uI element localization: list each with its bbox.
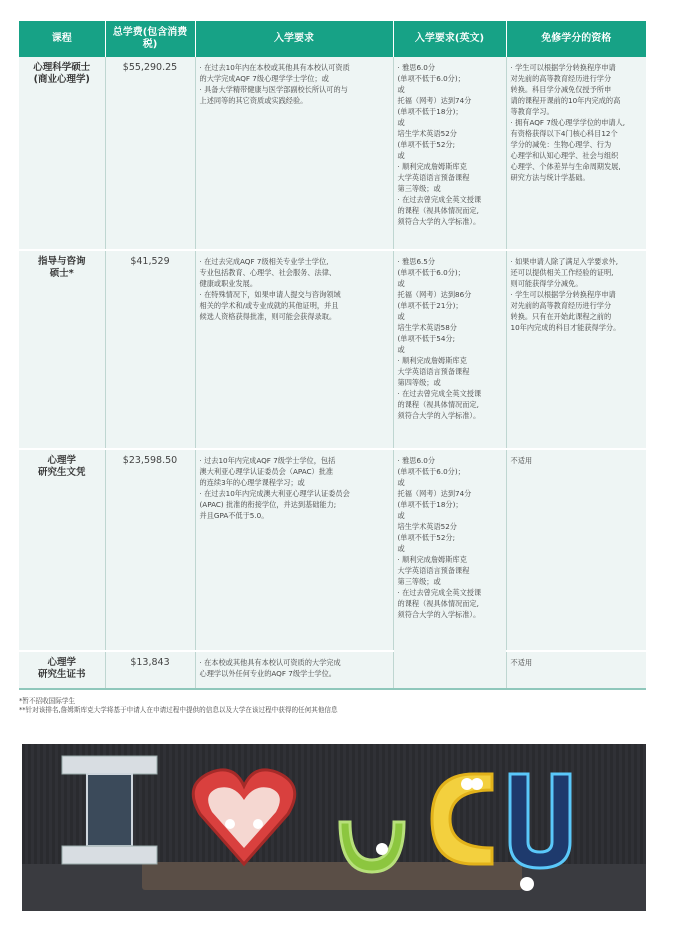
cell-line: 托福（网考）达到74分 — [397, 489, 472, 498]
credit-eligibility — [506, 250, 646, 449]
cell-line: 或 — [397, 85, 405, 94]
cell-line: 10年内完成的科目才能获得学分。 — [510, 323, 621, 332]
cell-line: 不适用 — [510, 658, 533, 667]
cell-line: 大学英语语言预备课程 — [397, 367, 470, 376]
course-fee: $13,843 — [105, 651, 195, 689]
entry-requirements — [195, 57, 393, 250]
course-table-wrapper — [19, 21, 646, 690]
english-requirements — [393, 250, 506, 449]
cell-line: 心理科学硕士 — [33, 62, 91, 73]
course-name — [19, 651, 105, 689]
cell-line: 或 — [397, 544, 405, 553]
cell-line: · 在过去曾完成全英文授课 — [397, 195, 482, 204]
cell-line: 第三等级；或 — [397, 577, 441, 586]
cell-line: · 在过去曾完成全英文授课 — [397, 588, 482, 597]
cell-line: · 顺利完成詹姆斯库克 — [397, 356, 467, 365]
cell-line: 健康或职业发展。 — [199, 279, 258, 288]
cell-line: 须符合大学的入学标准）。 — [397, 217, 481, 226]
cell-line: 转换。科目学分减免仅授予所申 — [510, 85, 612, 94]
cell-line: 心理学 — [47, 657, 76, 668]
cell-line: 或 — [397, 345, 405, 354]
cell-line: 并且GPA不低于5.0。 — [199, 511, 269, 520]
cell-line: 或 — [397, 511, 405, 520]
cell-line: 则可能获得学分减免。 — [510, 279, 583, 288]
cell-line: 研究生证书 — [37, 669, 86, 680]
course-name — [19, 250, 105, 449]
cell-line: 指导与咨询 — [37, 256, 86, 267]
plush-toy — [520, 877, 534, 891]
cell-line: 研究生文凭 — [37, 467, 86, 478]
cell-line: 学分的减免：生物心理学、行为 — [510, 140, 612, 149]
cell-line: 硕士* — [49, 268, 74, 279]
photo-illustration — [22, 744, 646, 911]
english-requirements — [393, 449, 506, 689]
cell-line: 大学英语语言预备课程 — [397, 566, 470, 575]
cell-line: 上述同等的其它资质或实践经验。 — [199, 96, 308, 105]
cell-line: 研究方法与统计学基础。 — [510, 173, 590, 182]
table-header-row — [19, 21, 646, 57]
cell-line: · 在过去10年内在本校或其他具有本校认可资质 — [199, 63, 350, 72]
cell-line: (单项不低于6.0分)； — [397, 268, 465, 277]
cell-line: 还可以提供相关工作经验的证明, — [510, 268, 614, 277]
cell-line: · 在过去完成AQF 7级相关专业学士学位, — [199, 257, 329, 266]
cell-line: · 雅思6.0分 — [397, 63, 436, 72]
cell-line: 专业包括教育、心理学、社会服务、法律、 — [199, 268, 337, 277]
header-requirements: 入学要求 — [195, 21, 393, 57]
cell-line: · 顺利完成詹姆斯库克 — [397, 162, 467, 171]
cell-line: (单项不低于6.0分)； — [397, 74, 465, 83]
header-english — [393, 21, 506, 57]
cell-line: 对先前的高等教育经历进行学分 — [510, 301, 612, 310]
cell-line: (单项不低于52分; — [397, 140, 455, 149]
cell-line: 第三等级；或 — [397, 184, 441, 193]
credit-eligibility — [506, 57, 646, 250]
i-letter-bottom — [62, 846, 157, 864]
course-fee: $41,529 — [105, 250, 195, 449]
header-line: (英文) — [454, 33, 485, 44]
cell-line: 候选人资格获得批准，则可能会获得录取。 — [199, 312, 337, 321]
i-letter-top — [62, 756, 157, 774]
header-course: 课程 — [19, 21, 105, 57]
cell-line: 等教育学习。 — [510, 107, 554, 116]
plush-toy — [376, 843, 388, 855]
cell-line: 的课程（视具体情况而定, — [397, 599, 479, 608]
header-fee — [105, 21, 195, 57]
header-line: 总学费 — [112, 27, 143, 38]
cell-line: · 过去10年内完成AQF 7级学士学位，包括 — [199, 456, 336, 465]
cell-line: 有资格获得以下4门核心科目12个 — [510, 129, 618, 138]
cell-line: (单项不低于21分)； — [397, 301, 463, 310]
cell-line: · 在过去10年内完成澳大利亚心理学认证委员会 — [199, 489, 350, 498]
cell-line: (单项不低于18分)； — [397, 107, 463, 116]
cell-line: · 雅思6.0分 — [397, 456, 436, 465]
course-fee: $55,290.25 — [105, 57, 195, 250]
credit-eligibility — [506, 651, 646, 689]
cell-line: 相关的学术和/或专业成就的其他证明，并且 — [199, 301, 339, 310]
cell-line: 澳大利亚心理学认证委员会（APAC）批准 — [199, 467, 334, 476]
table-row — [19, 449, 646, 651]
plush-toy — [471, 778, 483, 790]
cell-line: (APAC) 批准的衔接学位，并达到基础能力; — [199, 500, 337, 509]
i-letter-middle — [87, 774, 132, 846]
footnote: *暂不招收国际学生 — [19, 697, 76, 705]
cell-line: 请的课程开课前的10年内完成的高 — [510, 96, 621, 105]
table-row — [19, 57, 646, 250]
footnote: **针对该排名,詹姆斯库克大学将基于申请人在申请过程中提供的信息以及大学在该过程中获得的任何其他信息 — [19, 706, 338, 714]
cell-line: 或 — [397, 151, 405, 160]
cell-line: 转换。只有在开始此课程之前的 — [510, 312, 612, 321]
cell-line: 大学英语语言预备课程 — [397, 173, 470, 182]
cell-line: 培生学术英语52分 — [397, 522, 457, 531]
cell-line: 的大学完成AQF 7级心理学学士学位；或 — [199, 74, 329, 83]
cell-line: 或 — [397, 478, 405, 487]
cell-line: 托福（网考）达到86分 — [397, 290, 472, 299]
plush-toy — [253, 819, 263, 829]
course-fee: $23,598.50 — [105, 449, 195, 651]
cell-line: 培生学术英语58分 — [397, 323, 457, 332]
cell-line: 的连续3年的心理学课程学习；或 — [199, 478, 305, 487]
cell-line: 托福（网考）达到74分 — [397, 96, 472, 105]
header-credit: 免修学分的资格 — [506, 21, 646, 57]
header-line: (包含消费税) — [142, 27, 188, 50]
cell-line: · 如果申请人除了满足入学要求外, — [510, 257, 618, 266]
cell-line: (单项不低于18分)； — [397, 500, 463, 509]
entry-requirements — [195, 651, 393, 689]
campus-photo — [22, 744, 646, 911]
u-letter — [510, 774, 570, 868]
credit-eligibility — [506, 449, 646, 651]
cell-line: 心理学以外任何专业的AQF 7级学士学位。 — [199, 669, 336, 678]
cell-line: · 顺利完成詹姆斯库克 — [397, 555, 467, 564]
cell-line: (单项不低于52分; — [397, 533, 455, 542]
cell-line: 心理学和认知心理学、社会与组织 — [510, 151, 619, 160]
entry-requirements — [195, 250, 393, 449]
cell-line: 须符合大学的入学标准）。 — [397, 610, 481, 619]
course-table — [19, 21, 646, 690]
cell-line: (单项不低于6.0分)； — [397, 467, 465, 476]
c-letter — [432, 774, 492, 864]
cell-line: (商业心理学) — [33, 74, 90, 85]
cell-line: 培生学术英语52分 — [397, 129, 457, 138]
cell-line: 心理学 — [47, 455, 76, 466]
cell-line: · 学生可以根据学分转换程序申请 — [510, 290, 616, 299]
cell-line: · 学生可以根据学分转换程序申请 — [510, 63, 616, 72]
entry-requirements — [195, 449, 393, 651]
cell-line: 心理学、个体差异与生命周期发展, — [510, 162, 621, 171]
cell-line: · 拥有AQF 7级心理学学位的申请人, — [510, 118, 626, 127]
header-line: 入学要求 — [414, 33, 455, 44]
cell-line: 对先前的高等教育经历进行学分 — [510, 74, 612, 83]
english-requirements — [393, 57, 506, 250]
cell-line: 或 — [397, 312, 405, 321]
cell-line: 的课程（视具体情况而定, — [397, 400, 479, 409]
course-name — [19, 57, 105, 250]
cell-line: · 雅思6.5分 — [397, 257, 436, 266]
cell-line: 不适用 — [510, 456, 533, 465]
course-name — [19, 449, 105, 651]
cell-line: 或 — [397, 279, 405, 288]
cell-line: 须符合大学的入学标准）。 — [397, 411, 481, 420]
cell-line: · 具备大学精带健康与医学部副校长所认可的与 — [199, 85, 348, 94]
plush-toy — [225, 819, 235, 829]
table-row — [19, 651, 646, 689]
cell-line: 的课程（视具体情况而定, — [397, 206, 479, 215]
table-shape — [142, 862, 522, 890]
cell-line: 第四等级；或 — [397, 378, 441, 387]
cell-line: · 在本校或其他具有本校认可资质的大学完成 — [199, 658, 341, 667]
cell-line: 或 — [397, 118, 405, 127]
table-row — [19, 250, 646, 449]
cell-line: (单项不低于54分; — [397, 334, 455, 343]
cell-line: · 在过去曾完成全英文授课 — [397, 389, 482, 398]
cell-line: · 在特殊情况下，如果申请人提交与咨询领域 — [199, 290, 341, 299]
footnotes — [19, 697, 659, 715]
